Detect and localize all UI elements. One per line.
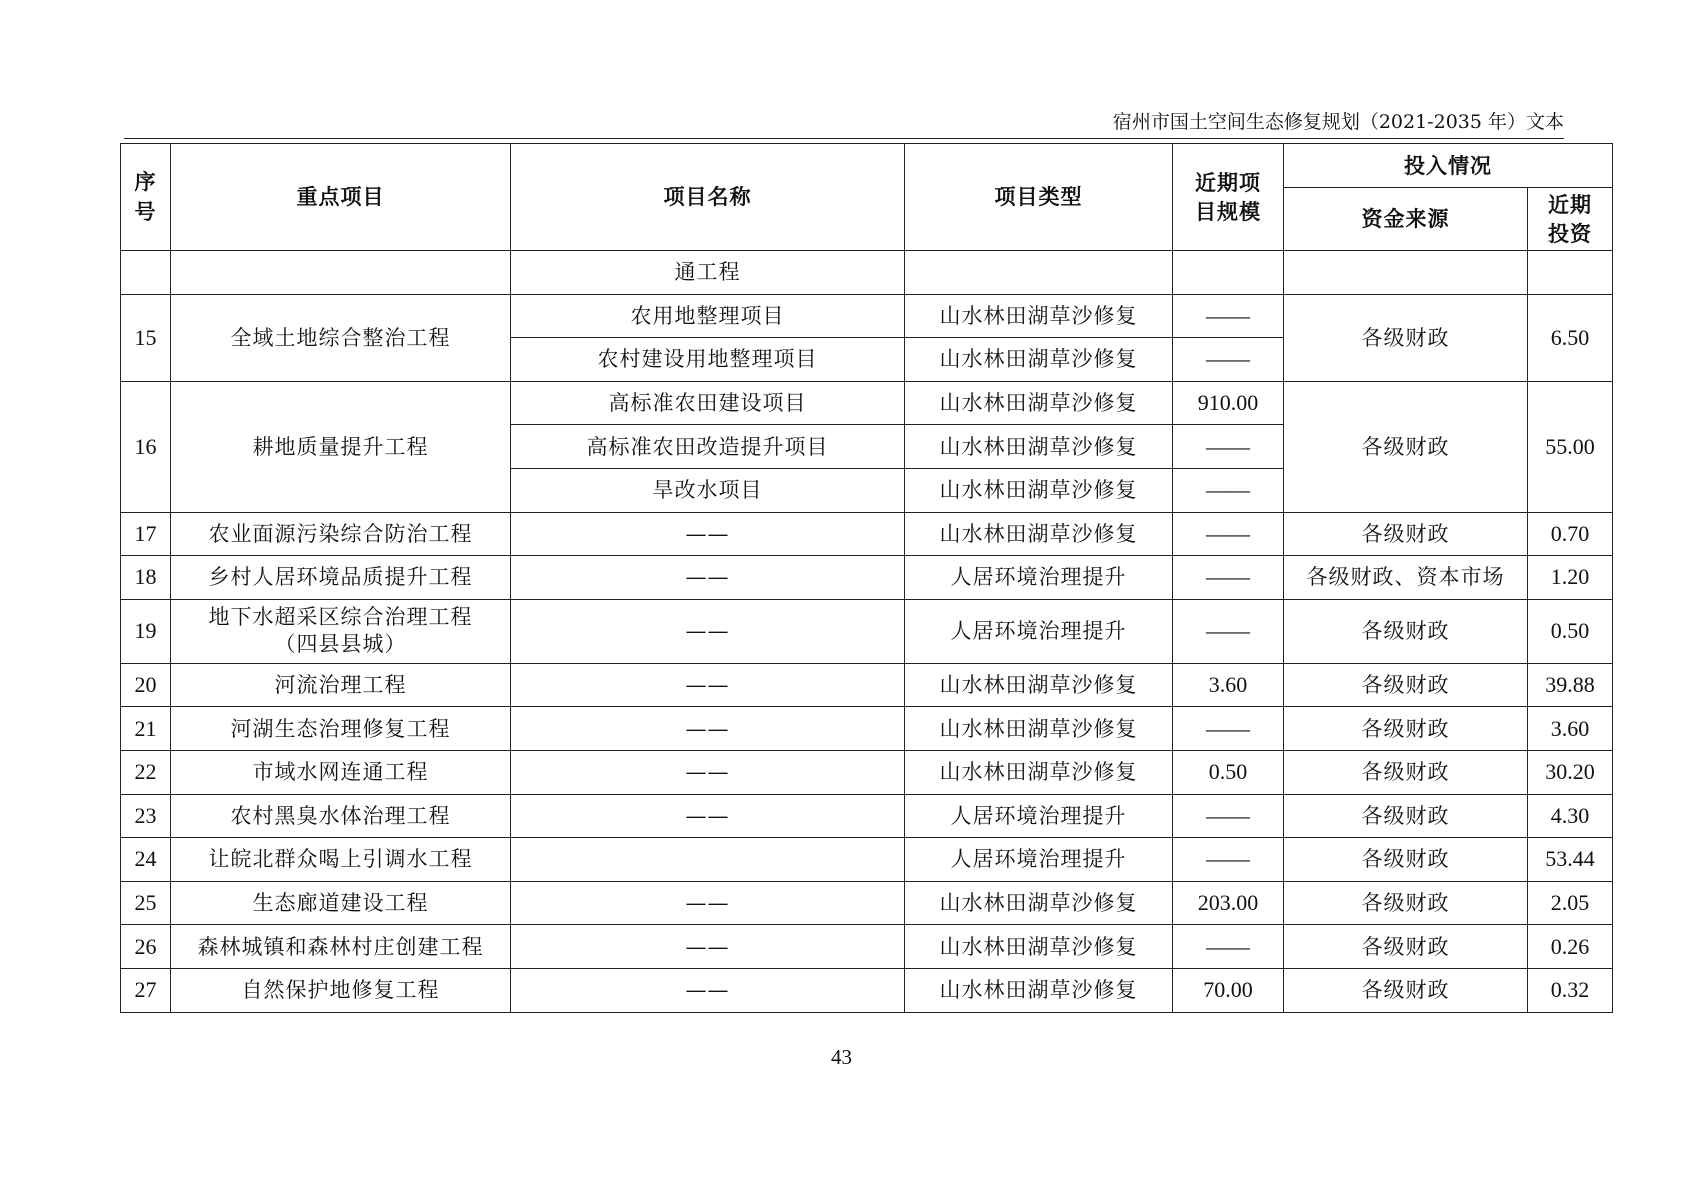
cell-project-type: [905, 251, 1173, 295]
table-row: [121, 599, 1613, 663]
col-header-scale: [1173, 144, 1284, 251]
cell-scale: 70.00: [1173, 968, 1284, 1012]
cell-project-type: 山水林田湖草沙修复: [905, 381, 1173, 425]
cell-project-name: 高标准农田改造提升项目: [511, 425, 905, 469]
cell-fund-source: 各级财政: [1284, 294, 1528, 381]
col-header-key-project: 重点项目: [171, 144, 511, 251]
cell-fund-source: 各级财政: [1284, 794, 1528, 838]
cell-project-name: ——: [511, 881, 905, 925]
cell-project-name: ——: [511, 707, 905, 751]
cell-seq: 25: [121, 881, 171, 925]
cell-scale: ——: [1173, 556, 1284, 600]
table-row: [121, 381, 1613, 425]
col-header-seq: [121, 144, 171, 251]
cell-scale: ——: [1173, 338, 1284, 382]
cell-project-type: 山水林田湖草沙修复: [905, 294, 1173, 338]
cell-project-name: ——: [511, 556, 905, 600]
cell-investment: 30.20: [1528, 750, 1613, 794]
col-header-near-investment: [1528, 188, 1613, 251]
table-row: [121, 663, 1613, 707]
cell-investment: 1.20: [1528, 556, 1613, 600]
cell-key-project: 全域土地综合整治工程: [171, 294, 511, 381]
col-header-project-type: 项目类型: [905, 144, 1173, 251]
cell-scale: 203.00: [1173, 881, 1284, 925]
cell-project-type: 山水林田湖草沙修复: [905, 663, 1173, 707]
cell-key-project: 森林城镇和森林村庄创建工程: [171, 925, 511, 969]
cell-key-project: [171, 251, 511, 295]
cell-project-type: 人居环境治理提升: [905, 599, 1173, 663]
cell-investment: [1528, 251, 1613, 295]
cell-investment: 0.70: [1528, 512, 1613, 556]
cell-key-project: 让皖北群众喝上引调水工程: [171, 838, 511, 882]
cell-seq: 20: [121, 663, 171, 707]
cell-scale: ——: [1173, 707, 1284, 751]
cell-seq: 18: [121, 556, 171, 600]
cell-project-type: 山水林田湖草沙修复: [905, 750, 1173, 794]
cell-key-project: 生态廊道建设工程: [171, 881, 511, 925]
cell-seq: 17: [121, 512, 171, 556]
cell-investment: 4.30: [1528, 794, 1613, 838]
cell-seq: 24: [121, 838, 171, 882]
cell-project-name: 通工程: [511, 251, 905, 295]
table-row: [121, 750, 1613, 794]
cell-seq: 26: [121, 925, 171, 969]
cell-investment: 0.32: [1528, 968, 1613, 1012]
cell-scale: ——: [1173, 425, 1284, 469]
table-row: [121, 294, 1613, 338]
cell-project-name: ——: [511, 968, 905, 1012]
cell-fund-source: 各级财政: [1284, 881, 1528, 925]
cell-project-name: ——: [511, 794, 905, 838]
cell-fund-source: 各级财政: [1284, 512, 1528, 556]
cell-project-type: 山水林田湖草沙修复: [905, 925, 1173, 969]
cell-investment: 2.05: [1528, 881, 1613, 925]
cell-project-name: 农村建设用地整理项目: [511, 338, 905, 382]
cell-seq: 15: [121, 294, 171, 381]
cell-investment: 0.50: [1528, 599, 1613, 663]
cell-project-type: 山水林田湖草沙修复: [905, 425, 1173, 469]
cell-project-type: 人居环境治理提升: [905, 838, 1173, 882]
cell-key-project: 市域水网连通工程: [171, 750, 511, 794]
cell-fund-source: 各级财政: [1284, 599, 1528, 663]
cell-seq: 16: [121, 381, 171, 512]
cell-investment: 0.26: [1528, 925, 1613, 969]
col-header-fund-source: 资金来源: [1284, 188, 1528, 251]
table-row: [121, 968, 1613, 1012]
cell-key-project: 乡村人居环境品质提升工程: [171, 556, 511, 600]
cell-project-type: 山水林田湖草沙修复: [905, 338, 1173, 382]
table-row: [121, 838, 1613, 882]
cell-project-type: 人居环境治理提升: [905, 794, 1173, 838]
cell-scale: 0.50: [1173, 750, 1284, 794]
cell-project-type: 山水林田湖草沙修复: [905, 881, 1173, 925]
cell-project-type: 山水林田湖草沙修复: [905, 468, 1173, 512]
cell-key-project: 河流治理工程: [171, 663, 511, 707]
cell-project-name: ——: [511, 599, 905, 663]
cell-investment: 39.88: [1528, 663, 1613, 707]
cell-seq: 23: [121, 794, 171, 838]
cell-scale: [1173, 251, 1284, 295]
cell-fund-source: 各级财政: [1284, 968, 1528, 1012]
cell-key-project-text: 地下水超采区综合治理工程（四县县城）: [208, 605, 473, 657]
header-rule: [124, 138, 1564, 139]
cell-project-name: 旱改水项目: [511, 468, 905, 512]
cell-seq: 21: [121, 707, 171, 751]
cell-scale: ——: [1173, 599, 1284, 663]
table-row: [121, 794, 1613, 838]
col-header-investment: 投入情况: [1284, 144, 1613, 188]
running-header-title: 宿州市国土空间生态修复规划（2021-2035 年）文本: [1112, 111, 1564, 133]
cell-scale: ——: [1173, 512, 1284, 556]
cell-fund-source: 各级财政: [1284, 838, 1528, 882]
cell-scale: ——: [1173, 468, 1284, 512]
cell-fund-source: [1284, 251, 1528, 295]
near-investment-header-text: 近期投资: [1548, 192, 1592, 246]
cell-scale: 3.60: [1173, 663, 1284, 707]
project-table: [120, 143, 1613, 1013]
col-header-project-name: 项目名称: [511, 144, 905, 251]
cell-fund-source: 各级财政、资本市场: [1284, 556, 1528, 600]
cell-seq: 22: [121, 750, 171, 794]
cell-project-name: ——: [511, 925, 905, 969]
cell-project-name: [511, 838, 905, 882]
table-row: [121, 556, 1613, 600]
cell-seq: 19: [121, 599, 171, 663]
cell-fund-source: 各级财政: [1284, 707, 1528, 751]
cell-key-project: [171, 599, 511, 663]
cell-project-name: 高标准农田建设项目: [511, 381, 905, 425]
cell-key-project: 自然保护地修复工程: [171, 968, 511, 1012]
cell-fund-source: 各级财政: [1284, 750, 1528, 794]
cell-scale: ——: [1173, 838, 1284, 882]
cell-fund-source: 各级财政: [1284, 925, 1528, 969]
cell-seq: 27: [121, 968, 171, 1012]
cell-scale: ——: [1173, 794, 1284, 838]
cell-scale: ——: [1173, 294, 1284, 338]
cell-fund-source: 各级财政: [1284, 381, 1528, 512]
cell-scale: ——: [1173, 925, 1284, 969]
table-row: [121, 512, 1613, 556]
cell-investment: 3.60: [1528, 707, 1613, 751]
cell-key-project: 河湖生态治理修复工程: [171, 707, 511, 751]
cell-investment: 53.44: [1528, 838, 1613, 882]
table-row: [121, 925, 1613, 969]
scale-header-text: 近期项目规模: [1194, 170, 1261, 224]
table-header: [121, 144, 1613, 251]
cell-project-type: 人居环境治理提升: [905, 556, 1173, 600]
table-row: [121, 707, 1613, 751]
cell-key-project: 农业面源污染综合防治工程: [171, 512, 511, 556]
table-row: [121, 251, 1613, 295]
cell-project-type: 山水林田湖草沙修复: [905, 707, 1173, 751]
cell-project-name: 农用地整理项目: [511, 294, 905, 338]
cell-project-type: 山水林田湖草沙修复: [905, 512, 1173, 556]
cell-project-name: ——: [511, 750, 905, 794]
cell-investment: 55.00: [1528, 381, 1613, 512]
table-row: [121, 881, 1613, 925]
cell-seq: [121, 251, 171, 295]
cell-investment: 6.50: [1528, 294, 1613, 381]
cell-project-name: ——: [511, 663, 905, 707]
table-body: [121, 251, 1613, 1013]
cell-project-name: ——: [511, 512, 905, 556]
cell-project-type: 山水林田湖草沙修复: [905, 968, 1173, 1012]
page-number: 43: [831, 1045, 852, 1069]
cell-key-project: 耕地质量提升工程: [171, 381, 511, 512]
cell-fund-source: 各级财政: [1284, 663, 1528, 707]
cell-key-project: 农村黑臭水体治理工程: [171, 794, 511, 838]
cell-scale: 910.00: [1173, 381, 1284, 425]
seq-header-text: 序号: [134, 169, 157, 224]
